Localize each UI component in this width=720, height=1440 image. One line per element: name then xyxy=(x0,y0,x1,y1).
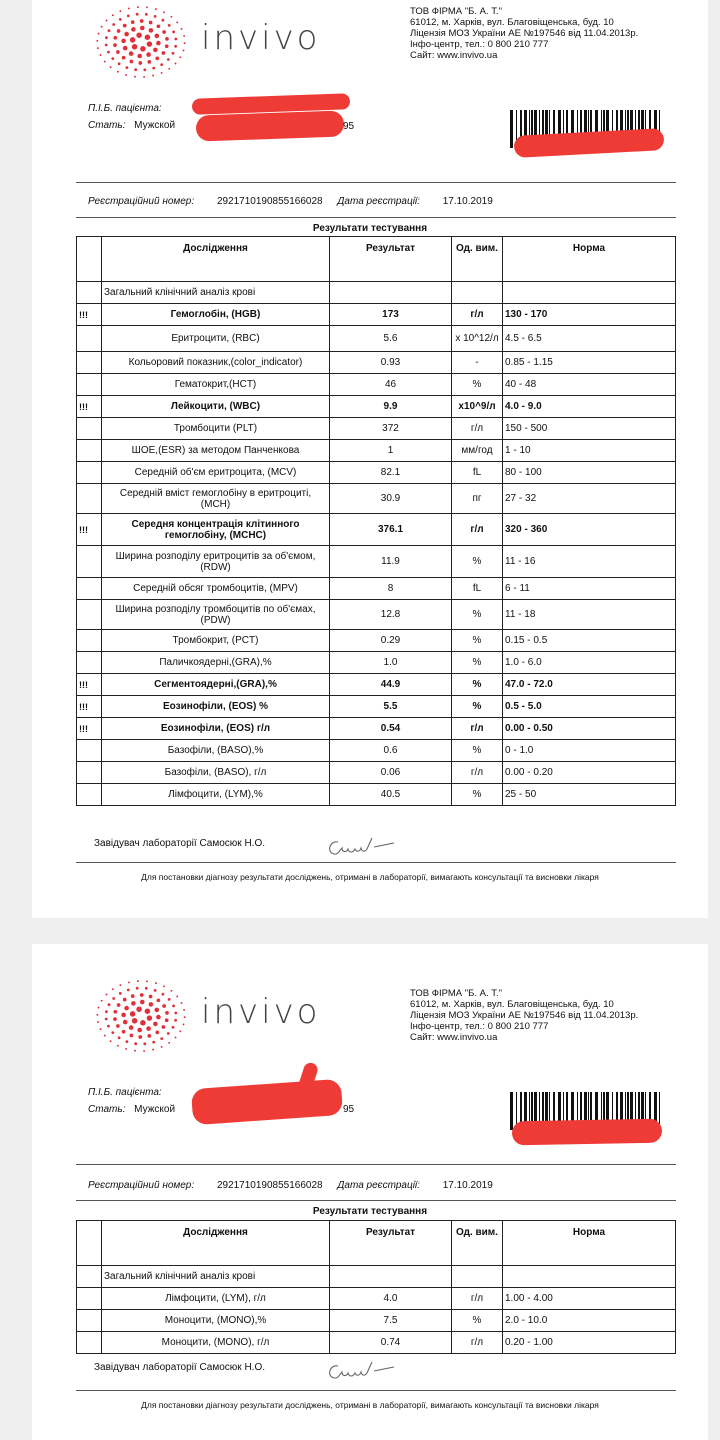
flag-cell: !!! xyxy=(77,396,102,418)
test-name-cell: Еритроцити, (RBC) xyxy=(102,326,330,352)
registration-row xyxy=(88,1180,648,1191)
test-name-cell: Базофіли, (BASO),% xyxy=(102,740,330,762)
unit-header: Од. вим. xyxy=(452,1221,503,1266)
signature-image xyxy=(324,832,404,860)
norm-cell: 4.0 - 9.0 xyxy=(503,396,676,418)
unit-cell: - xyxy=(452,352,503,374)
result-header: Результат xyxy=(330,237,452,282)
result-cell xyxy=(330,1266,452,1288)
unit-cell: % xyxy=(452,784,503,806)
unit-cell: х 10^12/л xyxy=(452,326,503,352)
divider xyxy=(76,182,676,183)
flag-header xyxy=(77,237,102,282)
result-cell: 5.6 xyxy=(330,326,452,352)
test-name-cell: Ширина розподілу еритроцитів за об'ємом, (RDW) xyxy=(102,546,330,578)
norm-cell: 2.0 - 10.0 xyxy=(503,1310,676,1332)
redaction-mark xyxy=(512,1119,662,1146)
test-header: Дослідження xyxy=(102,1221,330,1266)
company-name: ТОВ ФІРМА "Б. А. Т." xyxy=(410,988,502,999)
norm-cell: 11 - 18 xyxy=(503,600,676,630)
result-cell: 173 xyxy=(330,304,452,326)
patient-name-label: П.І.Б. пацієнта: xyxy=(88,103,162,114)
flag-cell xyxy=(77,652,102,674)
table-row xyxy=(77,440,676,462)
test-name-cell: Моноцити, (MONO),% xyxy=(102,1310,330,1332)
results-table xyxy=(76,236,676,806)
result-cell: 8 xyxy=(330,578,452,600)
company-address: 61012, м. Харків, вул. Благовіщенська, буд. 10 xyxy=(410,17,614,28)
unit-cell: мм/год xyxy=(452,440,503,462)
registration-date: 17.10.2019 xyxy=(442,1180,493,1191)
test-name-cell: Моноцити, (MONO), г/л xyxy=(102,1332,330,1354)
unit-cell: fL xyxy=(452,462,503,484)
table-row xyxy=(77,718,676,740)
result-cell: 9.9 xyxy=(330,396,452,418)
patient-name-label: П.І.Б. пацієнта: xyxy=(88,1087,162,1098)
result-cell: 7.5 xyxy=(330,1310,452,1332)
flag-cell xyxy=(77,352,102,374)
flag-cell xyxy=(77,1332,102,1354)
flag-header xyxy=(77,1221,102,1266)
result-cell: 82.1 xyxy=(330,462,452,484)
unit-cell: % xyxy=(452,630,503,652)
unit-cell: % xyxy=(452,374,503,396)
table-row xyxy=(77,740,676,762)
result-cell: 0.06 xyxy=(330,762,452,784)
company-info-center: Інфо-центр, тел.: 0 800 210 777 xyxy=(410,39,549,50)
test-name-cell: Гематокрит,(HCT) xyxy=(102,374,330,396)
norm-cell: 320 - 360 xyxy=(503,514,676,546)
table-row xyxy=(77,762,676,784)
table-row xyxy=(77,304,676,326)
result-cell: 40.5 xyxy=(330,784,452,806)
results-title: Результати тестування xyxy=(312,223,428,234)
flag-cell xyxy=(77,1310,102,1332)
table-row xyxy=(77,396,676,418)
sex-label: Стать: xyxy=(88,1104,126,1115)
result-cell: 0.29 xyxy=(330,630,452,652)
norm-cell: 0.5 - 5.0 xyxy=(503,696,676,718)
company-license: Ліцензія МОЗ України АЕ №197546 від 11.04.2013р. xyxy=(410,1010,639,1021)
unit-cell: х10^9/л xyxy=(452,396,503,418)
table-row xyxy=(77,546,676,578)
lab-head-signature-line: Завідувач лабораторії Самосюк Н.О. xyxy=(94,1362,266,1373)
test-name-cell: Середня концентрація клітинного гемоглобіну, (MCHC) xyxy=(102,514,330,546)
norm-cell: 1 - 10 xyxy=(503,440,676,462)
unit-cell: fL xyxy=(452,578,503,600)
table-row xyxy=(77,1332,676,1354)
result-cell: 0.74 xyxy=(330,1332,452,1354)
logo-text: invivo xyxy=(201,18,321,58)
table-row xyxy=(77,1288,676,1310)
norm-header: Норма xyxy=(503,1221,676,1266)
test-name-cell: Еозинофіли, (EOS) г/л xyxy=(102,718,330,740)
registration-date: 17.10.2019 xyxy=(442,196,493,207)
result-header: Результат xyxy=(330,1221,452,1266)
norm-cell: 25 - 50 xyxy=(503,784,676,806)
registration-number: 2921710190855166028 xyxy=(216,196,323,207)
test-name-cell: Сегментоядерні,(GRA),% xyxy=(102,674,330,696)
table-row xyxy=(77,578,676,600)
flag-cell: !!! xyxy=(77,718,102,740)
company-site: Сайт: www.invivo.ua xyxy=(410,50,498,61)
unit-cell: % xyxy=(452,740,503,762)
result-cell: 1 xyxy=(330,440,452,462)
test-name-cell: Ширина розподілу тромбоцитів по об'ємах, (PDW) xyxy=(102,600,330,630)
divider xyxy=(76,1164,676,1165)
unit-cell: г/л xyxy=(452,718,503,740)
table-row xyxy=(77,514,676,546)
test-name-cell: Загальний клінічний аналіз крові xyxy=(102,1266,330,1288)
registration-row xyxy=(88,196,648,207)
test-name-cell: Кольоровий показник,(color_indicator) xyxy=(102,352,330,374)
flag-cell xyxy=(77,630,102,652)
norm-cell: 150 - 500 xyxy=(503,418,676,440)
test-name-cell: Лімфоцити, (LYM), г/л xyxy=(102,1288,330,1310)
flag-cell xyxy=(77,462,102,484)
result-cell: 11.9 xyxy=(330,546,452,578)
flag-cell xyxy=(77,762,102,784)
report-page-2 xyxy=(32,944,708,1440)
logo-dots-icon xyxy=(86,976,196,1056)
norm-cell: 0.20 - 1.00 xyxy=(503,1332,676,1354)
sex-label: Стать: xyxy=(88,120,126,131)
unit-cell: % xyxy=(452,600,503,630)
flag-cell xyxy=(77,374,102,396)
flag-cell xyxy=(77,784,102,806)
norm-cell: 1.00 - 4.00 xyxy=(503,1288,676,1310)
test-name-cell: Лейкоцити, (WBC) xyxy=(102,396,330,418)
table-row xyxy=(77,352,676,374)
result-cell: 0.6 xyxy=(330,740,452,762)
norm-cell: 4.5 - 6.5 xyxy=(503,326,676,352)
flag-cell xyxy=(77,600,102,630)
company-address: 61012, м. Харків, вул. Благовіщенська, буд. 10 xyxy=(410,999,614,1010)
flag-cell xyxy=(77,440,102,462)
registration-date-label: Дата реєстрації: xyxy=(337,1180,420,1191)
flag-cell xyxy=(77,1288,102,1310)
divider xyxy=(76,862,676,863)
result-cell: 44.9 xyxy=(330,674,452,696)
test-name-cell: Середній вміст гемоглобіну в еритроциті, (MCH) xyxy=(102,484,330,514)
table-row xyxy=(77,784,676,806)
unit-cell: г/л xyxy=(452,514,503,546)
table-row xyxy=(77,652,676,674)
unit-cell xyxy=(452,1266,503,1288)
test-name-cell: ШОЕ,(ESR) за методом Панченкова xyxy=(102,440,330,462)
norm-cell: 6 - 11 xyxy=(503,578,676,600)
norm-cell: 1.0 - 6.0 xyxy=(503,652,676,674)
patient-info xyxy=(88,1084,175,1118)
invivo-logo xyxy=(86,2,386,82)
result-cell: 372 xyxy=(330,418,452,440)
result-cell xyxy=(330,282,452,304)
norm-cell: 11 - 16 xyxy=(503,546,676,578)
invivo-logo xyxy=(86,976,386,1056)
unit-cell: г/л xyxy=(452,762,503,784)
norm-cell: 40 - 48 xyxy=(503,374,676,396)
table-group-row xyxy=(77,1266,676,1288)
signature-image xyxy=(324,1356,404,1384)
report-page-1 xyxy=(32,0,708,918)
table-row xyxy=(77,484,676,514)
test-name-cell: Загальний клінічний аналіз крові xyxy=(102,282,330,304)
flag-cell xyxy=(77,484,102,514)
result-cell: 376.1 xyxy=(330,514,452,546)
test-name-cell: Середній об'єм еритроцита, (MCV) xyxy=(102,462,330,484)
results-table xyxy=(76,1220,676,1354)
test-name-cell: Паличкоядерні,(GRA),% xyxy=(102,652,330,674)
test-name-cell: Середній обсяг тромбоцитів, (MPV) xyxy=(102,578,330,600)
table-row xyxy=(77,326,676,352)
unit-cell: % xyxy=(452,1310,503,1332)
redaction-mark xyxy=(196,110,345,141)
registration-number-label: Реєстраційний номер: xyxy=(88,196,195,207)
norm-cell: 0 - 1.0 xyxy=(503,740,676,762)
table-row xyxy=(77,462,676,484)
partial-dob: 95 xyxy=(343,1104,355,1115)
result-cell: 12.8 xyxy=(330,600,452,630)
test-name-cell: Гемоглобін, (HGB) xyxy=(102,304,330,326)
unit-cell: г/л xyxy=(452,418,503,440)
unit-cell: % xyxy=(452,652,503,674)
norm-header: Норма xyxy=(503,237,676,282)
flag-cell xyxy=(77,546,102,578)
unit-cell: % xyxy=(452,674,503,696)
table-row xyxy=(77,418,676,440)
norm-cell: 80 - 100 xyxy=(503,462,676,484)
result-cell: 0.54 xyxy=(330,718,452,740)
company-info xyxy=(410,6,638,61)
result-cell: 46 xyxy=(330,374,452,396)
unit-cell: пг xyxy=(452,484,503,514)
norm-cell xyxy=(503,282,676,304)
flag-cell: !!! xyxy=(77,514,102,546)
result-cell: 5.5 xyxy=(330,696,452,718)
flag-cell xyxy=(77,326,102,352)
partial-dob: 95 xyxy=(343,121,355,132)
flag-cell: !!! xyxy=(77,674,102,696)
flag-cell xyxy=(77,282,102,304)
unit-cell: г/л xyxy=(452,304,503,326)
flag-cell: !!! xyxy=(77,304,102,326)
registration-number-label: Реєстраційний номер: xyxy=(88,1180,195,1191)
divider xyxy=(76,1390,676,1391)
norm-cell: 130 - 170 xyxy=(503,304,676,326)
norm-cell: 27 - 32 xyxy=(503,484,676,514)
flag-cell xyxy=(77,740,102,762)
registration-date-label: Дата реєстрації: xyxy=(337,196,420,207)
unit-header: Од. вим. xyxy=(452,237,503,282)
result-cell: 0.93 xyxy=(330,352,452,374)
company-license: Ліцензія МОЗ України АЕ №197546 від 11.04.2013р. xyxy=(410,28,639,39)
company-site: Сайт: www.invivo.ua xyxy=(410,1032,498,1043)
norm-cell: 47.0 - 72.0 xyxy=(503,674,676,696)
unit-cell: % xyxy=(452,546,503,578)
divider xyxy=(76,217,676,218)
table-row xyxy=(77,600,676,630)
test-name-cell: Еозинофіли, (EOS) % xyxy=(102,696,330,718)
logo-dots-icon xyxy=(86,2,196,82)
sex-value: Мужской xyxy=(134,120,176,131)
patient-info xyxy=(88,100,175,134)
table-row xyxy=(77,630,676,652)
flag-cell xyxy=(77,578,102,600)
norm-cell: 0.85 - 1.15 xyxy=(503,352,676,374)
sex-value: Мужской xyxy=(134,1104,176,1115)
divider xyxy=(76,1200,676,1201)
norm-cell: 0.00 - 0.50 xyxy=(503,718,676,740)
logo-text: invivo xyxy=(201,992,321,1032)
unit-cell: г/л xyxy=(452,1288,503,1310)
company-name: ТОВ ФІРМА "Б. А. Т." xyxy=(410,6,502,17)
unit-cell xyxy=(452,282,503,304)
redaction-mark xyxy=(191,1079,343,1125)
test-name-cell: Базофіли, (BASO), г/л xyxy=(102,762,330,784)
norm-cell: 0.00 - 0.20 xyxy=(503,762,676,784)
flag-cell xyxy=(77,418,102,440)
norm-cell: 0.15 - 0.5 xyxy=(503,630,676,652)
result-cell: 1.0 xyxy=(330,652,452,674)
footer-note: Для постановки діагнозу результати досліджень, отримані в лабораторії, вимагають консультації та висновки лікаря xyxy=(141,872,599,882)
norm-cell xyxy=(503,1266,676,1288)
company-info-center: Інфо-центр, тел.: 0 800 210 777 xyxy=(410,1021,549,1032)
unit-cell: % xyxy=(452,696,503,718)
table-row xyxy=(77,374,676,396)
result-cell: 30.9 xyxy=(330,484,452,514)
results-title: Результати тестування xyxy=(312,1206,428,1217)
lab-head-signature-line: Завідувач лабораторії Самосюк Н.О. xyxy=(94,838,266,849)
registration-number: 2921710190855166028 xyxy=(216,1180,323,1191)
test-name-cell: Тромбокрит, (PCT) xyxy=(102,630,330,652)
unit-cell: г/л xyxy=(452,1332,503,1354)
flag-cell xyxy=(77,1266,102,1288)
test-name-cell: Лімфоцити, (LYM),% xyxy=(102,784,330,806)
result-cell: 4.0 xyxy=(330,1288,452,1310)
table-row xyxy=(77,1310,676,1332)
test-name-cell: Тромбоцити (PLT) xyxy=(102,418,330,440)
flag-cell: !!! xyxy=(77,696,102,718)
test-header: Дослідження xyxy=(102,237,330,282)
table-row xyxy=(77,674,676,696)
company-info xyxy=(410,988,638,1043)
table-group-row xyxy=(77,282,676,304)
table-row xyxy=(77,696,676,718)
footer-note: Для постановки діагнозу результати досліджень, отримані в лабораторії, вимагають консультації та висновки лікаря xyxy=(141,1400,599,1410)
